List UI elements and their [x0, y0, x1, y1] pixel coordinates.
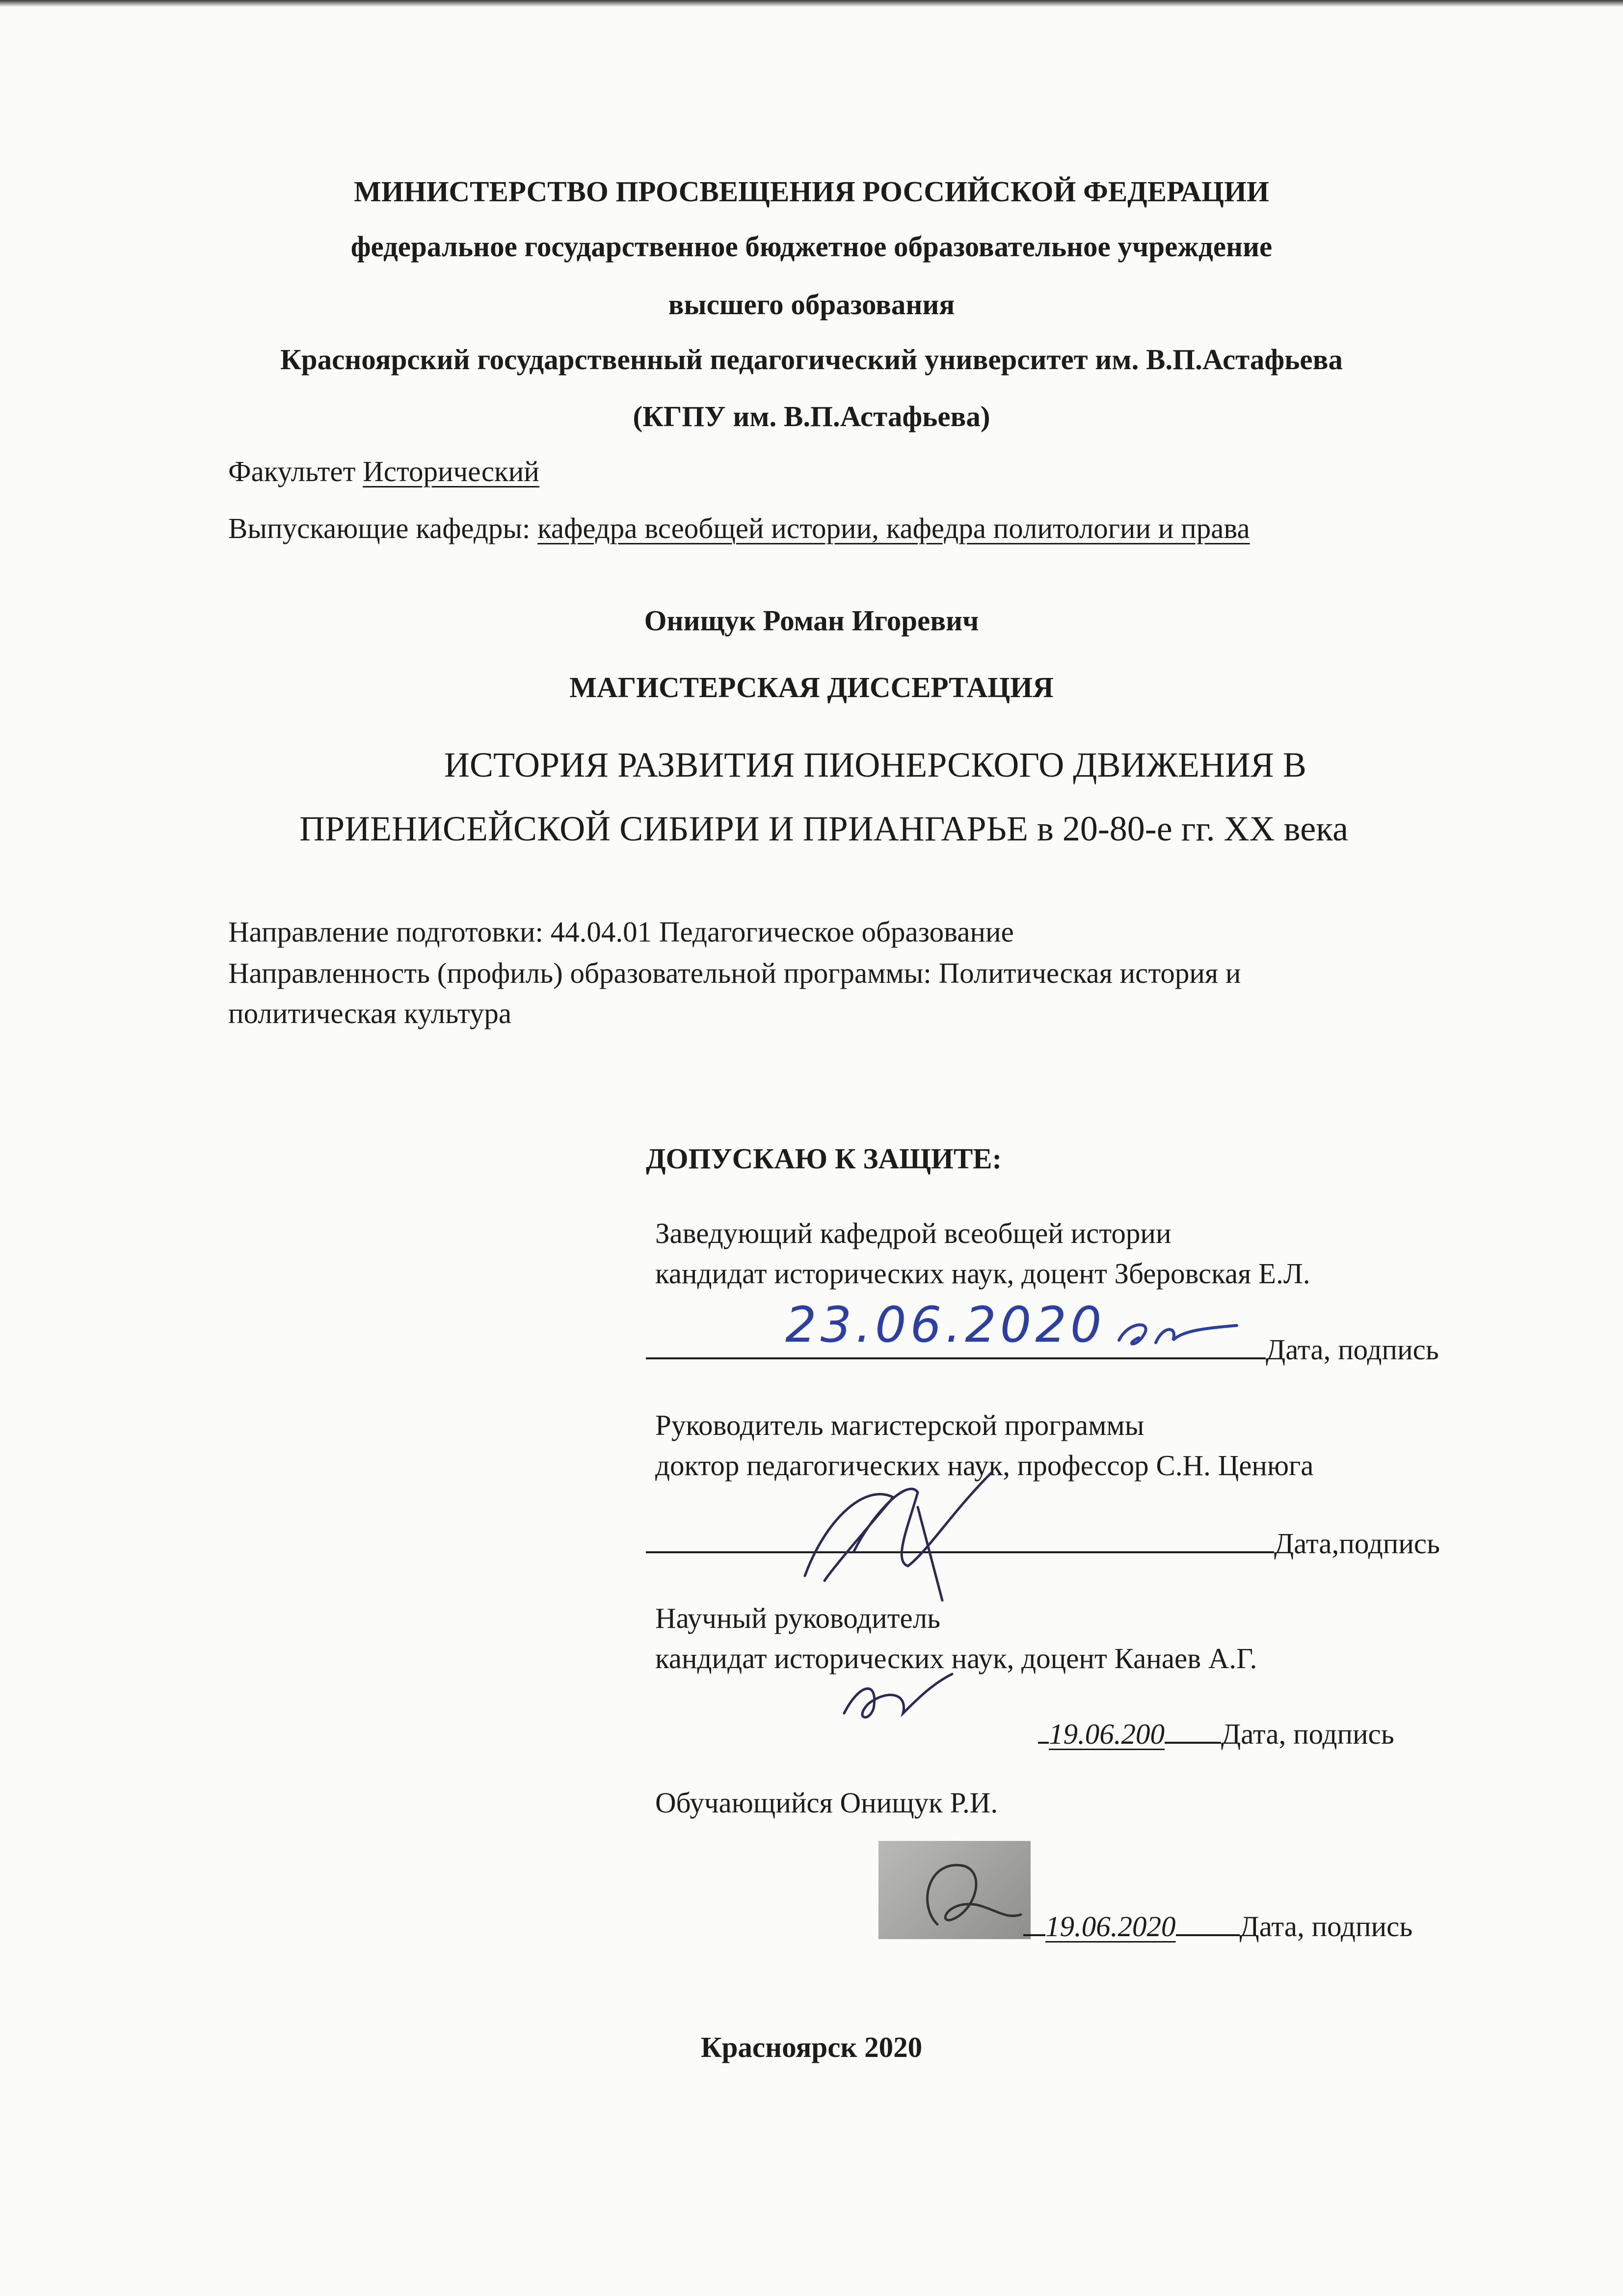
supervisor-title: Научный руководитель — [655, 1602, 941, 1634]
thesis-title-line-2: ПРИЕНИСЕЙСКОЙ СИБИРИ И ПРИАНГАРЬЕ в 20-80-е гг. XX века — [299, 809, 1349, 848]
faculty-value: Исторический — [363, 455, 539, 487]
signature-underline — [1176, 1905, 1240, 1936]
program-head-signature — [795, 1453, 1011, 1610]
supervisor-date: 19.06.200 — [1049, 1718, 1165, 1750]
city-year: Красноярск 2020 — [700, 2031, 923, 2063]
student-signature-line — [1023, 1905, 1412, 1946]
departments-value: кафедра всеобщей истории, кафедра политологии и права — [537, 512, 1250, 544]
student-line: Обучающийся Онищук Р.И. — [655, 1786, 998, 1819]
supervisor-degree: кандидат исторических наук, доцент Канаев А.Г. — [655, 1642, 1257, 1675]
faculty-label: Факультет — [228, 455, 363, 487]
supervisor-signature-line — [1038, 1712, 1394, 1754]
head-of-dept-signature — [1109, 1301, 1256, 1360]
university-short-name: (КГПУ им. В.П.Астафьева) — [633, 400, 990, 432]
head-of-dept-handwritten-date: 23.06.2020 — [785, 1296, 1106, 1353]
student-signature-image — [878, 1841, 1031, 1939]
ministry-heading: МИНИСТЕРСТВО ПРОСВЕЩЕНИЯ РОССИЙСКОЙ ФЕДЕРАЦИИ — [354, 175, 1269, 208]
author-name: Онищук Роман Игоревич — [644, 604, 979, 637]
signature-underline — [1038, 1712, 1049, 1744]
program-profile-line-2: политическая культура — [228, 997, 512, 1029]
signature-underline — [1165, 1712, 1221, 1744]
approval-heading: ДОПУСКАЮ К ЗАЩИТЕ: — [646, 1142, 1002, 1175]
program-head-signature-line — [646, 1522, 1440, 1563]
document-type: МАГИСТЕРСКАЯ ДИССЕРТАЦИЯ — [569, 671, 1054, 703]
supervisor-signature — [834, 1664, 962, 1738]
student-signature — [878, 1841, 1031, 1939]
supervisor-sig-label: Дата, подпись — [1221, 1718, 1394, 1750]
program-profile-line-1: Направленность (профиль) образовательной программы: Политическая история и — [228, 957, 1241, 989]
institution-type: федеральное государственное бюджетное образовательное учреждение — [350, 230, 1273, 263]
head-of-dept-title: Заведующий кафедрой всеобщей истории — [655, 1217, 1171, 1249]
program-head-sig-label: Дата,подпись — [1274, 1527, 1440, 1560]
university-name: Красноярский государственный педагогический университет им. В.П.Астафьева — [280, 343, 1343, 376]
thesis-title-line-1: ИСТОРИЯ РАЗВИТИЯ ПИОНЕРСКОГО ДВИЖЕНИЯ В — [444, 745, 1306, 784]
education-level: высшего образования — [668, 288, 955, 321]
student-date: 19.06.2020 — [1045, 1910, 1176, 1943]
head-of-dept-sig-label: Дата, подпись — [1266, 1333, 1439, 1366]
faculty-line — [228, 452, 539, 491]
signature-underline — [1023, 1905, 1045, 1936]
head-of-dept-degree: кандидат исторических наук, доцент Зберовская Е.Л. — [655, 1257, 1310, 1290]
scan-edge — [0, 0, 1623, 7]
departments-label: Выпускающие кафедры: — [228, 512, 538, 544]
departments-line — [228, 509, 1250, 548]
program-head-degree: доктор педагогических наук, профессор С.Н. Ценюга — [655, 1449, 1314, 1482]
program-head-title: Руководитель магистерской программы — [655, 1409, 1144, 1441]
program-direction: Направление подготовки: 44.04.01 Педагогическое образование — [228, 916, 1014, 948]
student-sig-label: Дата, подпись — [1239, 1910, 1413, 1943]
